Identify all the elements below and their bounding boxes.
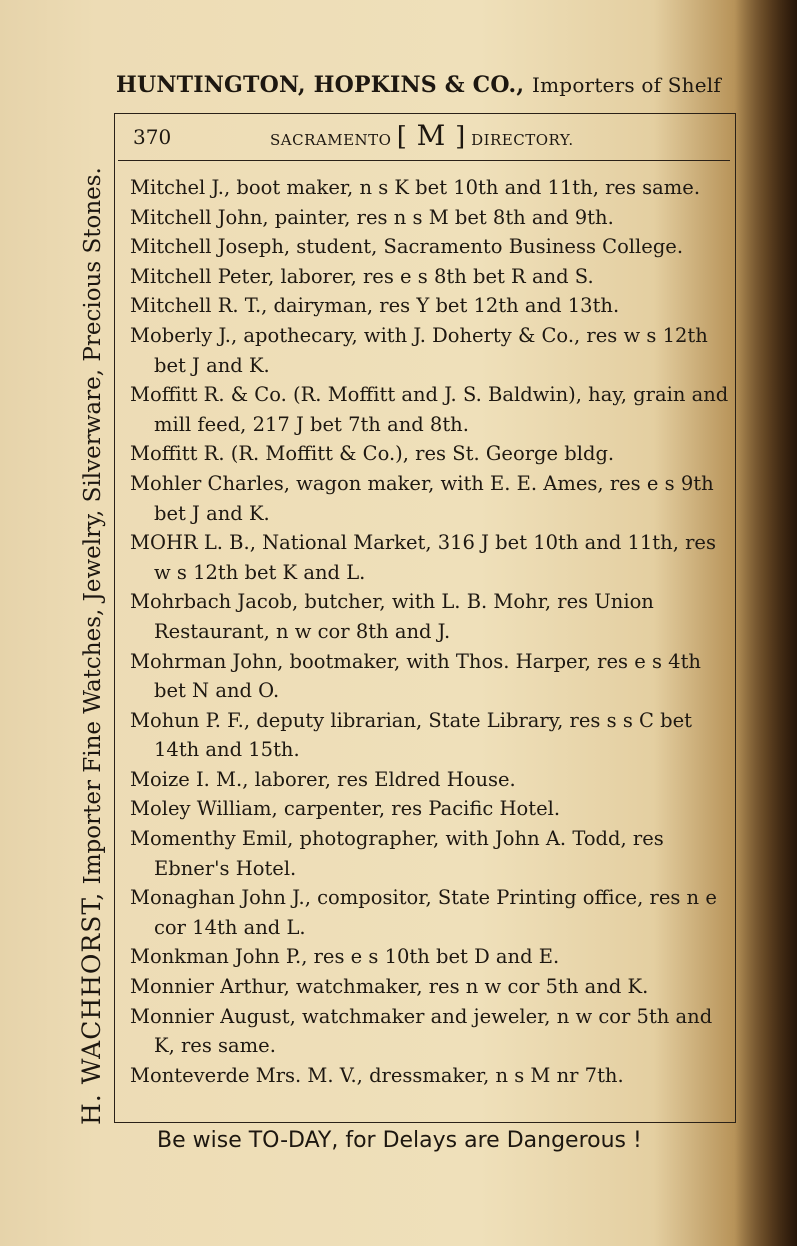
directory-entry: Mitchell Joseph, student, Sacramento Business College.	[130, 235, 684, 259]
directory-entry: Moize I. M., laborer, res Eldred House.	[130, 767, 516, 791]
top-ad-company: HUNTINGTON, HOPKINS & CO.,	[116, 72, 525, 98]
directory-entry: Moffitt R. & Co. (R. Moffitt and J. S. Baldwin), hay, grain and mill feed, 217 J bet 7th and 8th.	[130, 383, 729, 436]
directory-entry: Mitchell Peter, laborer, res e s 8th bet R and S.	[130, 264, 594, 288]
directory-entry: Mohrbach Jacob, butcher, with L. B. Mohr, res Union Restaurant, n w cor 8th and J.	[130, 590, 654, 643]
directory-entry: Momenthy Emil, photographer, with John A. Todd, res Ebner's Hotel.	[130, 827, 664, 880]
page-number: 370	[133, 125, 172, 149]
directory-entry: Mohrman John, bootmaker, with Thos. Harper, res e s 4th bet N and O.	[130, 649, 701, 703]
directory-entry: Mitchell John, painter, res n s M bet 8th and 9th.	[130, 205, 614, 229]
bottom-advertisement: Be wise TO-DAY, for Delays are Dangerous !	[157, 1128, 642, 1153]
directory-entry: Monnier Arthur, watchmaker, res n w cor 5th and K.	[130, 975, 649, 999]
running-head-bracket-open: [	[396, 122, 408, 152]
directory-entry: Moley William, carpenter, res Pacific Hotel.	[130, 797, 561, 821]
directory-entry: Monaghan John J., compositor, State Printing office, res n e cor 14th and L.	[130, 886, 717, 939]
directory-entry: Monteverde Mrs. M. V., dressmaker, n s M nr 7th.	[130, 1063, 624, 1087]
running-head-letter: M	[416, 119, 446, 152]
header-rule	[118, 160, 730, 161]
directory-entry: Mohun P. F., deputy librarian, State Library, res s s C bet 14th and 15th.	[130, 708, 693, 762]
directory-entry: Mitchell R. T., dairyman, res Y bet 12th and 13th.	[130, 294, 620, 318]
running-head-title: DIRECTORY.	[471, 131, 574, 149]
directory-entry: Monkman John P., res e s 10th bet D and E.	[130, 945, 560, 969]
running-head-city: SACRAMENTO	[270, 131, 392, 149]
side-ad-text: Importer Fine Watches, Jewelry, Silverware, Precious Stones.	[80, 167, 106, 885]
side-advertisement	[70, 95, 114, 1125]
directory-entry: Moberly J., apothecary, with J. Doherty & Co., res w s 12th bet J and K.	[130, 323, 708, 377]
directory-entries	[130, 173, 730, 1113]
top-advertisement	[116, 72, 741, 108]
running-head-bracket-close: ]	[455, 122, 466, 152]
directory-entry: Mitchel J., boot maker, n s K bet 10th and 11th, res same.	[130, 176, 701, 199]
directory-entry: MOHR L. B., National Market, 316 J bet 10th and 11th, res w s 12th bet K and L.	[130, 531, 716, 584]
book-spine-shadow	[735, 0, 797, 1246]
directory-entry: Monnier August, watchmaker and jeweler, n w cor 5th and K, res same.	[130, 1004, 713, 1058]
side-ad-name: H. WACHHORST,	[77, 891, 106, 1125]
top-ad-tail: Importers of Shelf	[532, 73, 721, 97]
running-head	[270, 118, 670, 154]
directory-entry: Mohler Charles, wagon maker, with E. E. Ames, res e s 9th bet J and K.	[130, 471, 714, 525]
directory-entry: Moffitt R. (R. Moffitt & Co.), res St. George bldg.	[130, 442, 615, 466]
